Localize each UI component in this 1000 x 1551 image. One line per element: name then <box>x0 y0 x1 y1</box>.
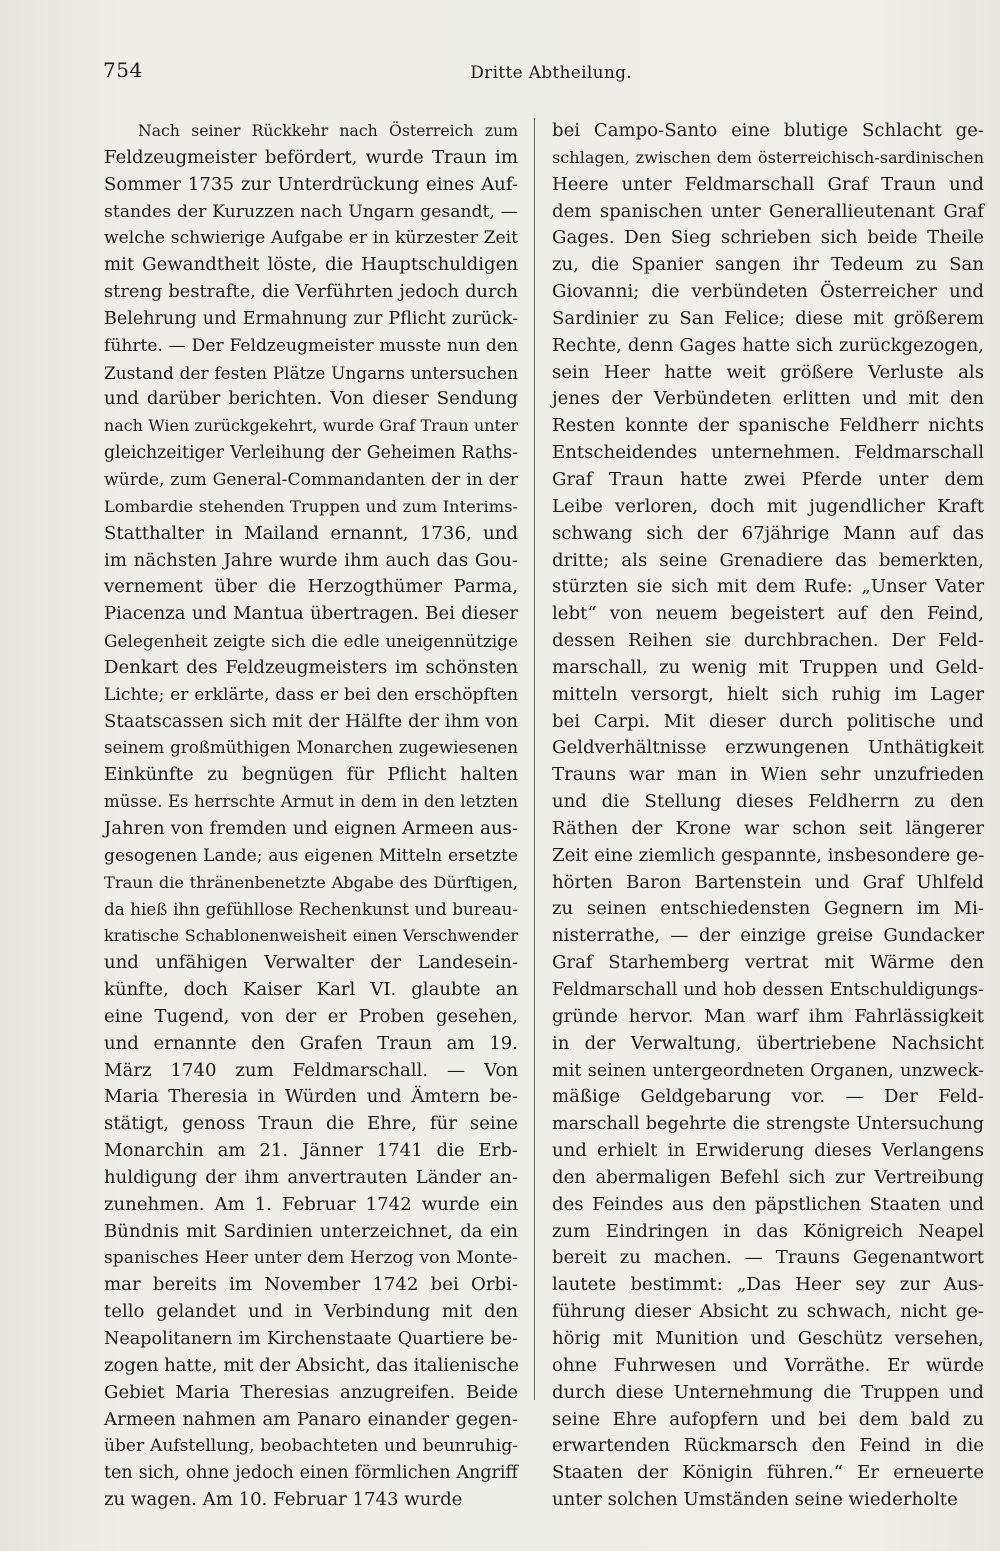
text-line: Rechte, denn Gages hatte sich zurückgezogen, <box>552 334 984 356</box>
text-line: Einkünfte zu begnügen für Pflicht halten <box>104 764 518 786</box>
text-line: und die Stellung dieses Feldherrn zu den <box>552 791 984 813</box>
text-line: Zustand der festen Plätze Ungarns untersuchen <box>104 362 518 383</box>
text-line: standes der Kuruzzen nach Ungarn gesandt, — <box>104 201 518 222</box>
text-line: ten sich, ohne jedoch einen förmlichen Angriff <box>104 1463 518 1484</box>
text-line: und unfähigen Verwalter der Landesein- <box>104 952 518 974</box>
text-line: zunehmen. Am 1. Februar 1742 wurde ein <box>104 1193 518 1215</box>
column-divider <box>534 118 535 1400</box>
text-line: Feldmarschall und hob dessen Entschuldigungs- <box>552 980 984 1000</box>
text-line: schlagen, zwischen dem österreichisch-sardinischen <box>552 147 984 167</box>
text-line: Sardinier zu San Felice; diese mit größerem <box>552 307 984 329</box>
text-line: unter solchen Umständen seine wiederholte <box>552 1489 958 1511</box>
text-line: Staatscassen sich mit der Hälfte der ihm von <box>104 710 518 732</box>
text-line: marschall begehrte die strengste Untersuchung <box>552 1114 984 1135</box>
text-line: schwang sich der 67jährige Mann auf das <box>552 522 984 544</box>
text-line: zu seinen entschiedensten Gegnern im Mi- <box>552 898 984 920</box>
text-line: seinem großmüthigen Monarchen zugewiesenen <box>104 738 518 758</box>
text-line: des Feindes aus den päpstlichen Staaten und <box>552 1193 984 1215</box>
text-line: Leibe verloren, doch mit jugendlicher Kraft <box>552 495 984 517</box>
text-line: zu, die Spanier sangen ihr Tedeum zu San <box>552 254 984 276</box>
text-line: mitteln versorgt, hielt sich ruhig im Lager <box>552 683 984 705</box>
text-line: Räthen der Krone war schon seit längerer <box>552 817 984 839</box>
text-line: und darüber berichten. Von dieser Sendung <box>104 388 518 410</box>
text-line: Statthalter in Mailand ernannt, 1736, und <box>104 522 518 544</box>
text-line: streng bestrafte, die Verführten jedoch durch <box>104 281 518 303</box>
text-line: Sommer 1735 zur Unterdrückung eines Auf- <box>104 173 518 195</box>
text-line: eine Tugend, von der er Proben gesehen, <box>104 1005 518 1027</box>
text-line: müsse. Es herrschte Armut in dem in den letzten <box>104 792 518 812</box>
text-line: Neapolitanern im Kirchenstaate Quartiere be- <box>104 1328 518 1349</box>
text-line: mit seinen untergeordneten Organen, unzweck- <box>552 1060 984 1081</box>
text-line: zum Eindringen in das Königreich Neapel <box>552 1220 984 1242</box>
text-line: sein Heer hatte weit größere Verluste als <box>552 361 984 383</box>
text-line: würde, zum General-Commandanten der in der <box>104 469 518 490</box>
text-line: Feldzeugmeister befördert, wurde Traun im <box>104 146 518 168</box>
text-line: Gages. Den Sieg schrieben sich beide Theile <box>552 227 984 249</box>
text-line: spanisches Heer unter dem Herzog von Monte- <box>104 1248 518 1269</box>
text-line: Lichte; er erklärte, dass er bei den erschöpften <box>104 684 518 705</box>
text-line: gleichzeitiger Verleihung der Geheimen Raths- <box>104 443 518 464</box>
text-line: Trauns war man in Wien sehr unzufrieden <box>552 764 984 786</box>
text-line: erwartenden Rückmarsch den Feind in die <box>552 1435 984 1457</box>
text-line: künfte, doch Kaiser Karl VI. glaubte an <box>104 979 518 1000</box>
text-line: gründe hervor. Man warf ihm Fahrlässigkeit <box>552 1005 984 1027</box>
text-line: Belehrung und Ermahnung zur Pflicht zurück- <box>104 308 518 329</box>
text-line: ohne Fuhrwesen und Vorräthe. Er würde <box>552 1354 984 1376</box>
text-line: Denkart des Feldzeugmeisters im schönsten <box>104 656 518 678</box>
text-line: hörten Baron Bartenstein und Graf Uhlfeld <box>552 871 984 893</box>
text-line: zu wagen. Am 10. Februar 1743 wurde <box>104 1489 463 1511</box>
text-line: lautete bestimmt: „Das Heer sey zur Aus- <box>552 1274 984 1296</box>
text-line: stürzten sie sich mit dem Rufe: „Unser Vater <box>552 576 984 598</box>
text-line: Armeen nahmen am Panaro einander gegen- <box>104 1408 518 1430</box>
text-line: kratische Schablonenweisheit einen Verschwender <box>104 926 518 946</box>
text-line: da hieß ihn gefühllose Rechenkunst und bureau- <box>104 899 518 920</box>
text-line: Entscheidendes unternehmen. Feldmarschall <box>552 442 984 464</box>
text-line: Bündnis mit Sardinien unterzeichnet, da ein <box>104 1220 518 1242</box>
text-line: Gelegenheit zeigte sich die edle uneigennützige <box>104 631 518 652</box>
text-line: hörig mit Munition und Geschütz versehen, <box>552 1327 984 1349</box>
text-line: tello gelandet und in Verbindung mit den <box>104 1301 518 1323</box>
text-line: Graf Traun hatte zwei Pferde unter dem <box>552 468 984 490</box>
text-line: den abermaligen Befehl sich zur Vertreibung <box>552 1166 984 1188</box>
text-line: zogen hatte, mit der Absicht, das italienische <box>104 1354 520 1376</box>
text-line: bei Campo-Santo eine blutige Schlacht ge- <box>552 120 984 141</box>
text-line: mäßige Geldgebarung vor. — Der Feld- <box>552 1086 984 1108</box>
text-line: Nach seiner Rückkehr nach Österreich zum <box>138 121 518 140</box>
page-number: 754 <box>103 58 143 82</box>
text-line: im nächsten Jahre wurde ihm auch das Gou- <box>104 549 518 571</box>
text-line: nach Wien zurückgekehrt, wurde Graf Traun unter <box>104 416 518 436</box>
text-line: vernement über die Herzogthümer Parma, <box>104 576 518 598</box>
text-line: Staaten der Königin führen.“ Er erneuerte <box>552 1462 984 1484</box>
text-line: führte. — Der Feldzeugmeister musste nun den <box>104 335 518 356</box>
text-line: Geldverhältnisse erzwungenen Unthätigkeit <box>552 737 984 759</box>
text-line: über Aufstellung, beobachteten und beunruhig- <box>104 1436 518 1457</box>
right-text-column <box>552 118 985 1511</box>
text-line: dem spanischen unter Generallieutenant Graf <box>552 200 984 222</box>
text-line: mit Gewandtheit löste, die Hauptschuldigen <box>104 254 518 276</box>
text-line: lebt“ von neuem begeistert auf den Feind, <box>552 603 984 625</box>
text-line: führung dieser Absicht zu schwach, nicht ge- <box>552 1301 984 1323</box>
text-line: Heere unter Feldmarschall Graf Traun und <box>552 173 984 195</box>
text-line: Traun die thränenbenetzte Abgabe des Dürftigen, <box>104 872 518 892</box>
text-line: Giovanni; die verbündeten Österreicher und <box>552 281 984 303</box>
text-line: Graf Starhemberg vertrat mit Wärme den <box>552 952 984 974</box>
text-line: gesogenen Lande; aus eigenen Mitteln ersetzte <box>104 845 518 866</box>
text-line: welche schwierige Aufgabe er in kürzester Zeit <box>104 228 518 249</box>
text-line: März 1740 zum Feldmarschall. — Von <box>104 1059 518 1081</box>
text-line: mar bereits im November 1742 bei Orbi- <box>104 1274 518 1296</box>
running-head: Dritte Abtheilung. <box>470 63 632 83</box>
text-line: seine Ehre aufopfern und bei dem bald zu <box>552 1408 984 1430</box>
text-line: huldigung der ihm anvertrauten Länder an- <box>104 1166 518 1188</box>
text-line: nisterrathe, — der einzige greise Gundacker <box>552 925 984 947</box>
text-line: bereit zu machen. — Trauns Gegenantwort <box>552 1247 984 1269</box>
text-line: jenes der Verbündeten erlitten und mit den <box>552 388 984 410</box>
text-line: Gebiet Maria Theresias anzugreifen. Beide <box>104 1381 518 1403</box>
text-line: Zeit eine ziemlich gespannte, insbesondere ge- <box>552 844 985 866</box>
text-line: Monarchin am 21. Jänner 1741 die Erb- <box>104 1140 518 1162</box>
text-line: durch diese Unternehmung die Truppen und <box>552 1381 984 1403</box>
text-line: dessen Reihen sie durchbrachen. Der Feld- <box>552 630 984 652</box>
text-line: stätigt, genoss Traun die Ehre, für seine <box>104 1113 518 1135</box>
text-line: Piacenza und Mantua übertragen. Bei dieser <box>104 603 518 625</box>
text-line: in der Verwaltung, übertriebene Nachsicht <box>552 1032 984 1054</box>
text-line: und erhielt in Erwiderung dieses Verlangens <box>552 1140 984 1162</box>
text-line: dritte; als seine Grenadiere das bemerkten, <box>552 549 984 571</box>
left-text-column <box>104 118 520 1511</box>
text-line: marschall, zu wenig mit Truppen und Geld- <box>552 656 984 678</box>
text-line: Maria Theresia in Würden und Ämtern be- <box>104 1086 518 1108</box>
text-line: und ernannte den Grafen Traun am 19. <box>104 1032 518 1054</box>
text-line: Resten konnte der spanische Feldherr nichts <box>552 415 984 437</box>
text-line: Jahren von fremden und eignen Armeen aus- <box>104 817 518 839</box>
text-line: Lombardie stehenden Truppen und zum Interims- <box>104 496 518 516</box>
text-line: bei Carpi. Mit dieser durch politische und <box>552 710 984 732</box>
